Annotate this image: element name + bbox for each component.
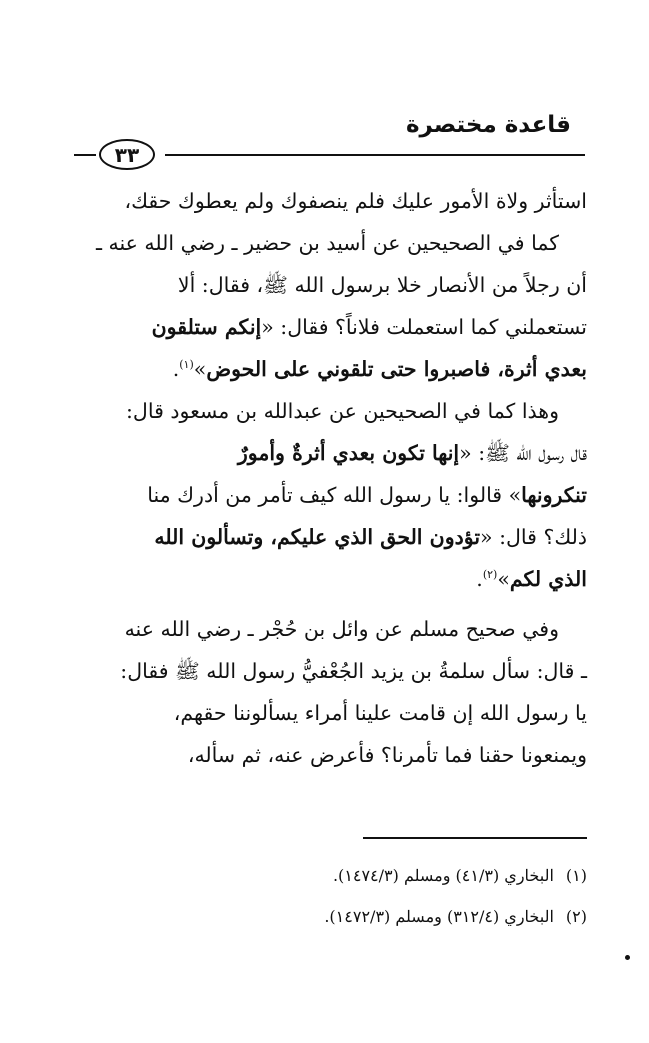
hadith-quote: بعدي أثرة، فاصبروا حتى تلقوني على الحوض <box>206 357 587 381</box>
hadith-quote: تنكرونها <box>521 483 587 507</box>
hadith-quote: إنها تكون بعدي أثرةٌ وأمورٌ <box>237 441 460 465</box>
hadith-quote: الذي لكم <box>509 567 587 591</box>
footnote-separator <box>363 837 587 839</box>
text-line: وفي صحيح مسلم عن وائل بن حُجْر ـ رضي الله عنه <box>124 617 559 641</box>
text-line: يا رسول الله إن قامت علينا أمراء يسألوننا حقهم، <box>173 701 587 725</box>
text-line: قال رسول الله ﷺ: «إنها تكون بعدي أثرةٌ وأمورٌ <box>237 441 587 465</box>
footnotes <box>90 855 587 937</box>
margin-dot <box>625 955 630 960</box>
footnote-number: (١) <box>565 866 587 885</box>
header-rule-left <box>74 154 96 156</box>
hadith-quote: إنكم ستلقون <box>151 315 262 339</box>
text-line: ـ قال: سأل سلمةُ بن يزيد الجُعْفيُّ رسول الله ﷺ فقال: <box>120 659 587 683</box>
text-line: استأثر ولاة الأمور عليك فلم ينصفوك ولم يعطوك حقك، <box>124 189 587 213</box>
text-line: وهذا كما في الصحيحين عن عبدالله بن مسعود قال: <box>126 399 559 423</box>
footnote <box>90 896 587 937</box>
page-number: ٣٣ <box>99 139 155 170</box>
text-line: أن رجلاً من الأنصار خلا برسول الله ﷺ، فقال: ألا <box>177 273 587 297</box>
footnote <box>90 855 587 896</box>
footnote-ref-1[interactable]: (١) <box>179 358 194 372</box>
text-line: الذي لكم»$^{(٢)}$. <box>476 567 587 591</box>
text-line: ويمنعونا حقنا فما تأمرنا؟ فأعرض عنه، ثم سأله، <box>187 743 587 767</box>
footnote-number: (٢) <box>565 907 587 926</box>
running-title: قاعدة مختصرة <box>405 112 571 138</box>
footnote-text: البخاري (٤١/٣) ومسلم (١٤٧٤/٣). <box>332 866 554 885</box>
text-line: بعدي أثرة، فاصبروا حتى تلقوني على الحوض»$^{(١)}$. <box>172 357 587 381</box>
text-line: تستعملني كما استعملت فلاناً؟ فقال: «إنكم ستلقون <box>151 315 587 339</box>
footnote-ref-2[interactable]: (٢) <box>482 568 498 582</box>
header-rule-right <box>165 154 585 156</box>
footnote-text: البخاري (٣١٢/٤) ومسلم (١٤٧٢/٣). <box>324 907 554 926</box>
hadith-quote: تؤدون الحق الذي عليكم، وتسألون الله <box>154 525 481 549</box>
body-text <box>72 180 587 776</box>
text-line: ذلك؟ قال: «تؤدون الحق الذي عليكم، وتسألون الله <box>154 525 587 549</box>
text-line: كما في الصحيحين عن أسيد بن حضير ـ رضي الله عنه ـ <box>95 231 559 255</box>
text-line: تنكرونها» قالوا: يا رسول الله كيف تأمر من أدرك منا <box>147 483 587 507</box>
